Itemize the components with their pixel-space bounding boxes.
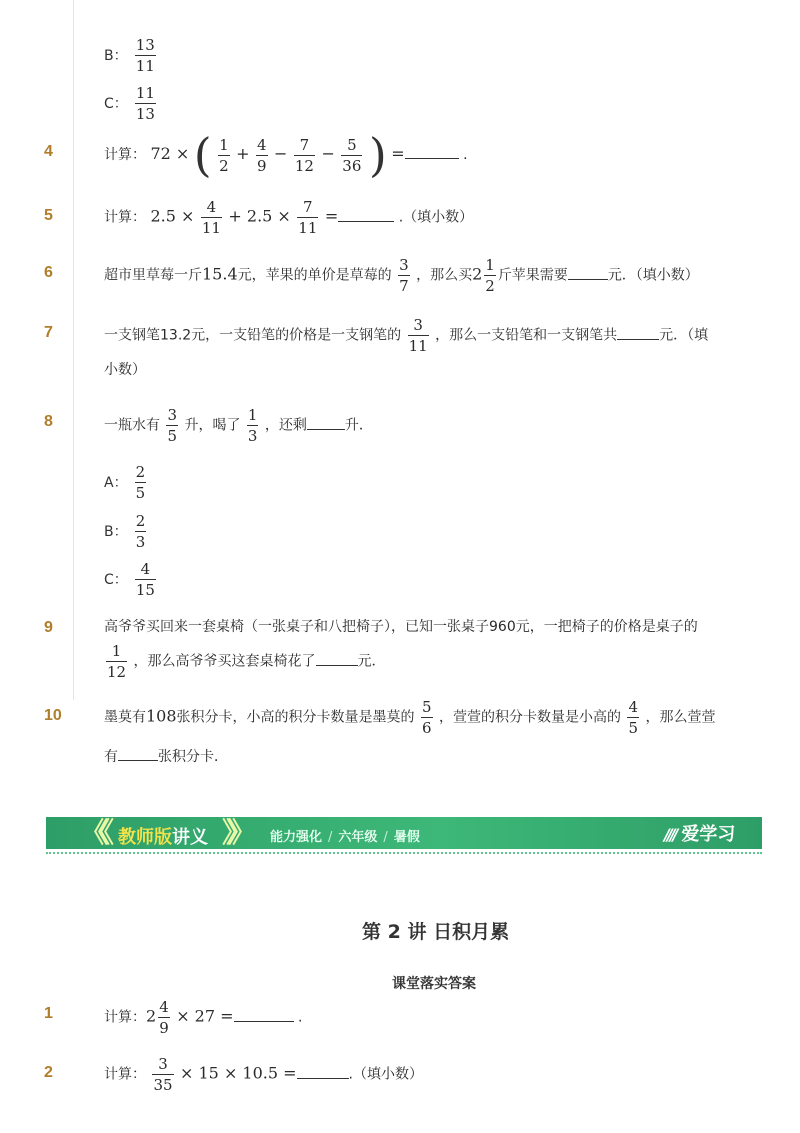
question-9: 高爷爷买回来一套桌椅（一张桌子和八把椅子），已知一张桌子960元，一把椅子的价格是桌子的 — [104, 619, 698, 635]
answer-number: 2 — [44, 1064, 53, 1081]
banner-subtitle: 能力强化 / 六年级 / 暑假 — [270, 830, 420, 845]
option-c[interactable] — [104, 84, 158, 123]
answer-blank[interactable] — [234, 1007, 294, 1022]
fraction: $\frac{1}{3}$ — [247, 406, 258, 445]
question-6: 超市里草莓一斤15.4元，苹果的单价是草莓的 $\frac{3}{7}$ ，那么买2 $\frac{1}{2}$ 斤苹果需要 元．（填小数） — [104, 256, 699, 295]
banner-title: 教师版讲义 — [118, 827, 208, 847]
option-fraction: $\frac{2}{3}$ — [135, 512, 146, 551]
mixed-fraction: $\frac{1}{2}$ — [485, 256, 495, 295]
fraction: $\frac{3}{5}$ — [167, 406, 177, 445]
question-9-line2: $\frac{1}{12}$ ，那么高爷爷买这套桌椅花了 元． — [107, 642, 386, 681]
chevron-left-icon: 《《 — [80, 816, 107, 849]
fraction: $\frac{5}{6}$ — [422, 698, 432, 737]
fraction: $\frac{3}{7}$ — [399, 256, 409, 295]
question-5: 计算： 2.5 × $\frac{4}{11}$ + 2.5 × $\frac{7}{11}$ = .（填小数） — [104, 198, 474, 237]
fraction: $\frac{7}{12}$ — [294, 135, 314, 175]
fraction: $\frac{4}{5}$ — [628, 698, 638, 737]
option-a[interactable]: A： $\frac{2}{5}$ — [104, 463, 146, 502]
fraction: $\frac{4}{9}$ — [257, 135, 267, 175]
question-number: 9 — [44, 619, 53, 636]
question-10-line2: 有 张积分卡． — [104, 746, 228, 767]
mixed-fraction: $\frac{4}{9}$ — [159, 998, 169, 1037]
fraction: $\frac{3}{35}$ — [153, 1055, 173, 1094]
fraction: $\frac{3}{11}$ — [408, 316, 428, 355]
answer-blank[interactable] — [405, 144, 459, 159]
lecture-title: 第 2 讲 日积月累 — [362, 921, 510, 943]
option-label: C： — [104, 96, 128, 112]
answer-blank[interactable] — [316, 651, 358, 666]
question-number: 5 — [44, 207, 53, 224]
question-number: 4 — [44, 143, 53, 160]
question-8: 一瓶水有 $\frac{3}{5}$ 升，喝了 $\frac{1}{3}$ ，还剩 升． — [104, 406, 373, 445]
brand-logo: //// 爱学习 — [664, 824, 736, 845]
question-number: 10 — [44, 707, 62, 724]
fraction: $\frac{4}{11}$ — [201, 198, 221, 237]
option-c[interactable]: C： $\frac{4}{15}$ — [104, 560, 155, 599]
fraction: $\frac{1}{2}$ — [219, 135, 229, 175]
option-fraction: $\frac{13}{11}$ — [135, 36, 155, 75]
option-fraction: $\frac{11}{13}$ — [135, 84, 155, 123]
answer-1: 计算：2 $\frac{4}{9}$ × 27 = . — [104, 998, 303, 1037]
section-subtitle: 课堂落实答案 — [392, 976, 476, 992]
left-margin-rule — [73, 0, 74, 700]
logo-bars-icon: //// — [664, 825, 676, 844]
answer-blank[interactable] — [297, 1064, 349, 1079]
chevron-right-icon: 》》 — [222, 816, 249, 849]
answer-blank[interactable] — [617, 325, 659, 340]
banner-dotted-rule — [46, 852, 762, 854]
answer-2: 计算： $\frac{3}{35}$ × 15 × 10.5 = .（填小数） — [104, 1055, 423, 1094]
answer-blank[interactable] — [118, 746, 158, 761]
answer-number: 1 — [44, 1005, 53, 1022]
question-7-line2: 小数） — [104, 362, 146, 378]
option-b[interactable]: B： $\frac{2}{3}$ — [104, 512, 146, 551]
option-b[interactable] — [104, 36, 158, 75]
answer-blank[interactable] — [568, 265, 608, 280]
answer-blank[interactable] — [338, 207, 394, 222]
answer-blank[interactable] — [307, 415, 345, 430]
fraction: $\frac{5}{36}$ — [342, 135, 362, 175]
option-label: B： — [104, 48, 128, 64]
question-4: 计算： 72 × ( $\frac{1}{2}$ + $\frac{4}{9}$ − $\frac{7}{12}$ − $\frac{5}{36}$ ) = . — [104, 128, 468, 182]
fraction: $\frac{1}{12}$ — [107, 642, 127, 681]
left-paren: ( — [193, 128, 212, 182]
question-10: 墨莫有108张积分卡，小高的积分卡数量是墨莫的 $\frac{5}{6}$ ，萱萱的积分卡数量是小高的 $\frac{4}{5}$ ，那么萱萱 — [104, 698, 716, 737]
question-number: 7 — [44, 324, 53, 341]
question-number: 8 — [44, 413, 53, 430]
option-fraction: $\frac{4}{15}$ — [135, 560, 155, 599]
question-7: 一支钢笔13.2元，一支铅笔的价格是一支钢笔的 $\frac{3}{11}$ ，那么一支铅笔和一支钢笔共 元．（填 — [104, 316, 709, 355]
option-fraction: $\frac{2}{5}$ — [135, 463, 146, 502]
fraction: $\frac{7}{11}$ — [298, 198, 318, 237]
right-paren: ) — [368, 128, 387, 182]
question-number: 6 — [44, 264, 53, 281]
